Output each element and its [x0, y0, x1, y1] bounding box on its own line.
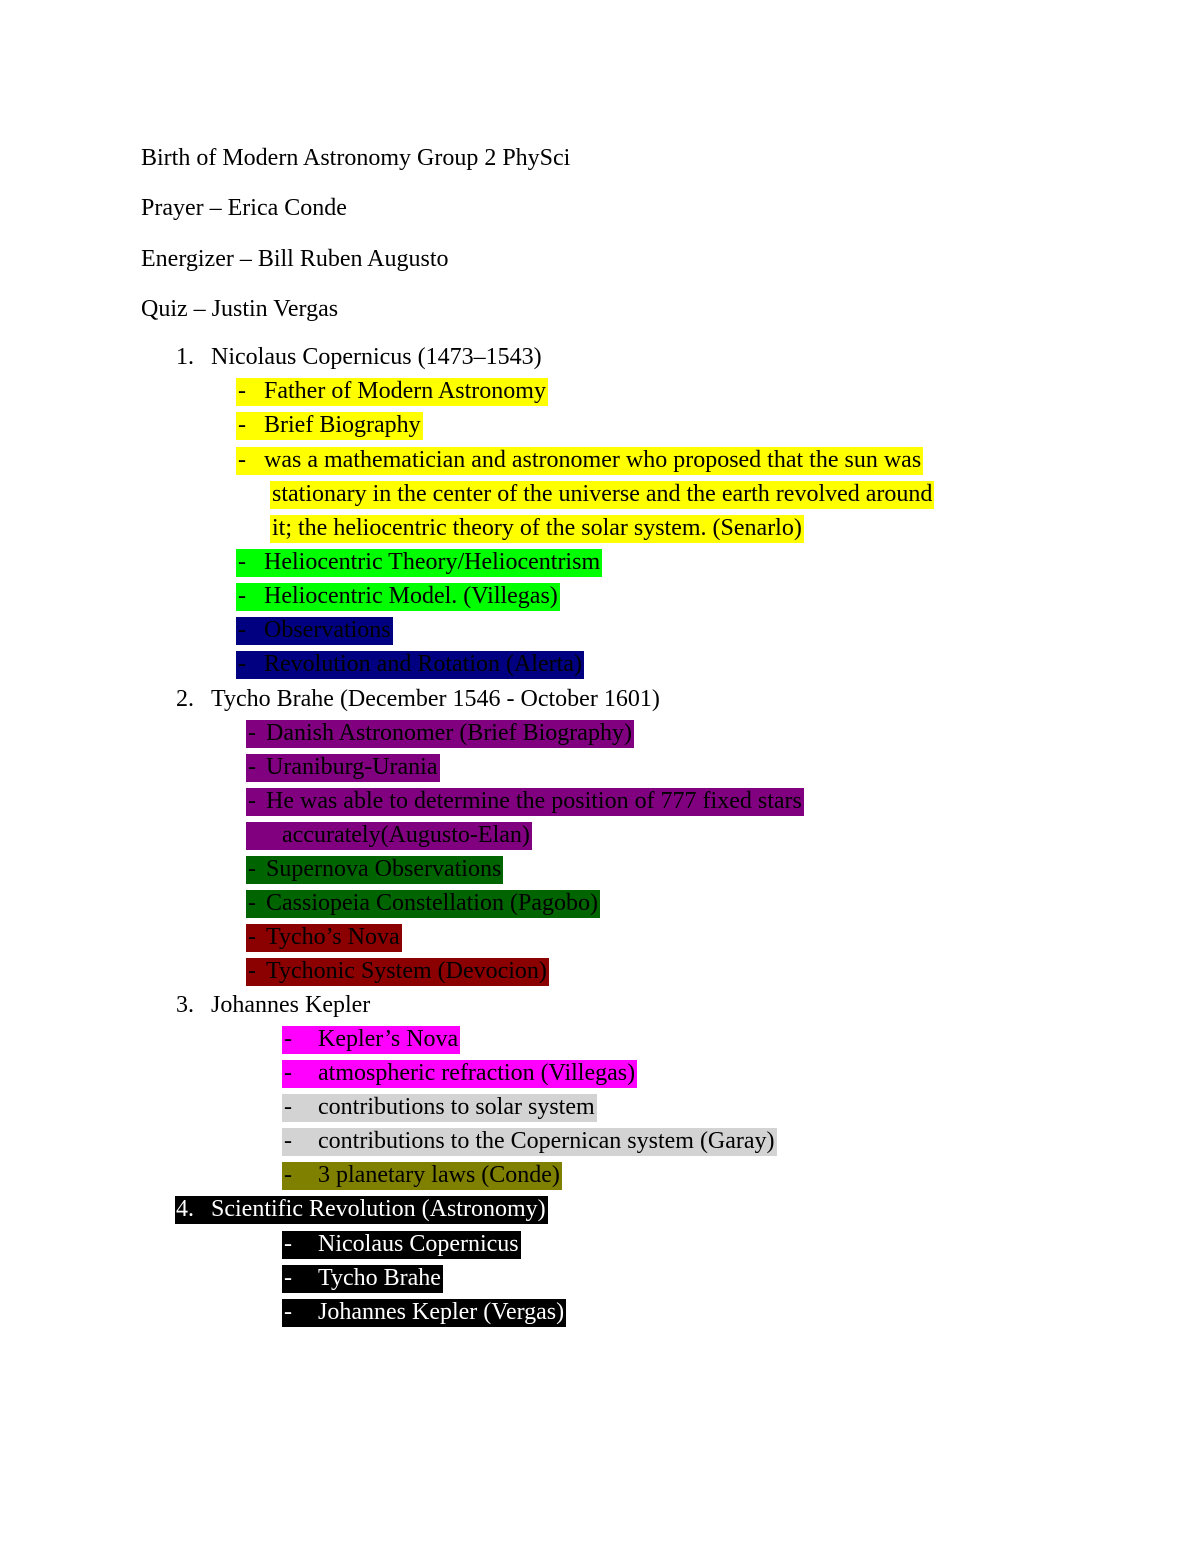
list-item: - was a mathematician and astronomer who proposed that the sun was — [238, 447, 922, 473]
section-3-heading: Johannes Kepler — [211, 992, 371, 1018]
list-item: - Tychonic System (Devocion) — [248, 958, 547, 984]
section-2-number: 2. — [176, 686, 194, 712]
list-item: - contributions to solar system — [284, 1094, 595, 1120]
list-item: - Revolution and Rotation (Alerta) — [238, 651, 582, 677]
energizer-line: Energizer – Bill Ruben Augusto — [141, 246, 449, 272]
list-item-continuation: accurately(Augusto-Elan) — [246, 818, 532, 852]
list-item: - Observations — [238, 617, 391, 643]
list-item: - Supernova Observations — [248, 856, 502, 882]
prayer-line: Prayer – Erica Conde — [141, 195, 347, 221]
list-item: - Nicolaus Copernicus — [284, 1231, 519, 1257]
list-item: - Cassiopeia Constellation (Pagobo) — [248, 890, 598, 916]
list-item: - atmospheric refraction (Villegas) — [284, 1060, 636, 1086]
section-1-heading: Nicolaus Copernicus (1473–1543) — [211, 344, 542, 370]
list-item: - Danish Astronomer (Brief Biography) — [248, 720, 632, 746]
list-item-continuation: it; the heliocentric theory of the solar system. (Senarlo) — [272, 515, 802, 541]
list-item-continuation: stationary in the center of the universe and the earth revolved around — [272, 481, 933, 507]
list-item: - Johannes Kepler (Vergas) — [284, 1299, 565, 1325]
section-4-number: 4. — [176, 1196, 194, 1222]
quiz-line: Quiz – Justin Vergas — [141, 296, 339, 322]
section-3-number: 3. — [176, 992, 194, 1018]
list-item: - Father of Modern Astronomy — [238, 378, 546, 404]
list-item: - Tycho’s Nova — [248, 924, 400, 950]
document-title: Birth of Modern Astronomy Group 2 PhySci — [141, 145, 571, 171]
list-item: - Tycho Brahe — [284, 1265, 441, 1291]
section-4-heading-row — [175, 1192, 548, 1226]
list-item: - contributions to the Copernican system (Garay) — [284, 1128, 775, 1154]
section-2-heading: Tycho Brahe (December 1546 - October 1601) — [211, 686, 660, 712]
list-item: - Brief Biography — [238, 412, 421, 438]
list-item: - Kepler’s Nova — [284, 1026, 459, 1052]
section-4-heading: Scientific Revolution (Astronomy) — [211, 1196, 546, 1222]
list-item: - Heliocentric Model. (Villegas) — [238, 583, 558, 609]
list-item: - 3 planetary laws (Conde) — [284, 1162, 560, 1188]
list-item: - Uraniburg-Urania — [248, 754, 438, 780]
list-item: - He was able to determine the position of 777 fixed stars — [248, 788, 802, 814]
list-item: - Heliocentric Theory/Heliocentrism — [238, 549, 601, 575]
section-1-number: 1. — [176, 344, 194, 370]
